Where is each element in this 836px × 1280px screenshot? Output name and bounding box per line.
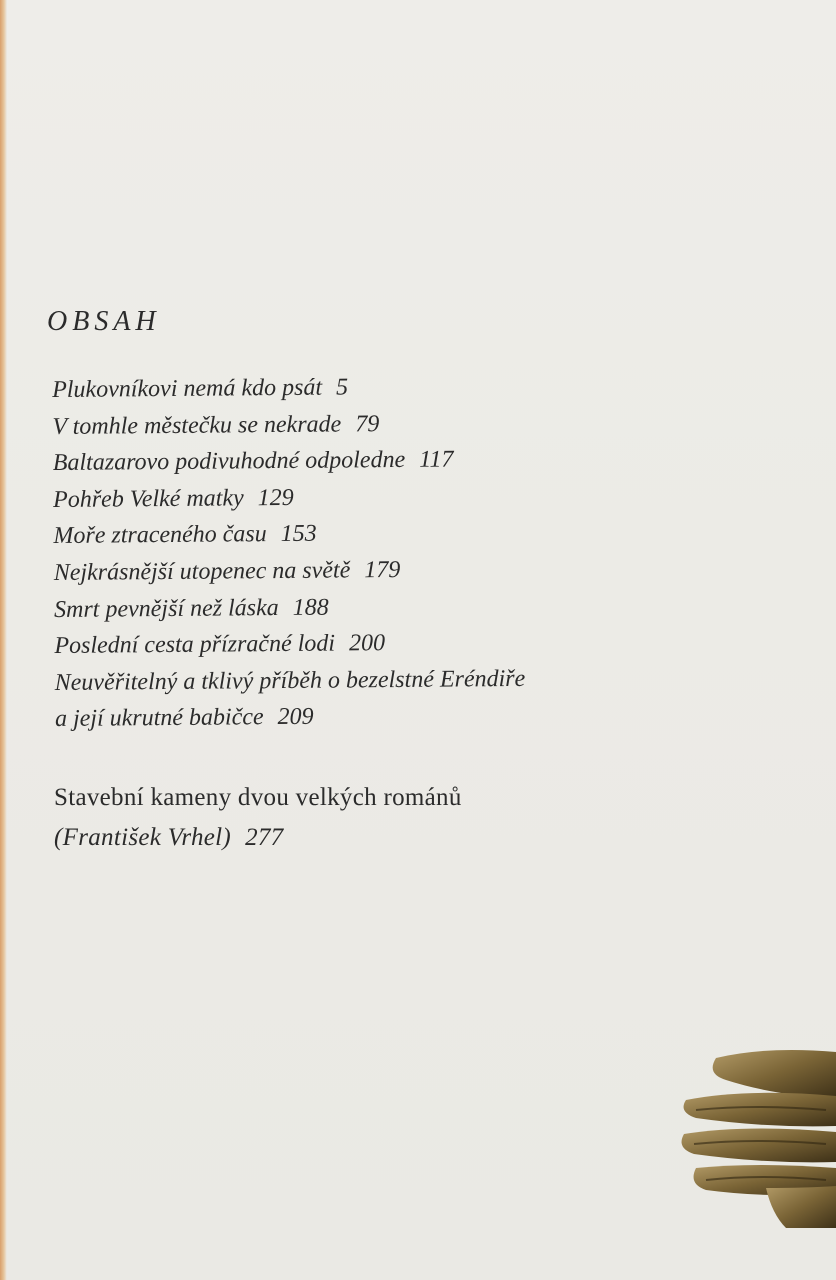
toc-entry-page: 5 <box>335 374 349 401</box>
toc-entry-page: 153 <box>280 521 317 548</box>
toc-entry-page: 200 <box>348 630 386 657</box>
toc-entry <box>52 366 732 409</box>
toc-entry-page: 79 <box>355 410 380 437</box>
toc-entry-page: 209 <box>277 704 314 731</box>
toc-entry-title: Smrt pevnější než láska <box>53 594 279 623</box>
toc-entry <box>54 586 734 629</box>
afterword-page: 277 <box>245 824 284 851</box>
toc-entry-page: 117 <box>419 446 454 473</box>
toc-entry-page: 129 <box>257 484 294 511</box>
toc-entry <box>55 695 735 738</box>
toc-entry <box>54 549 734 592</box>
toc-entry-title: Moře ztraceného času <box>53 521 267 550</box>
toc-entry-title: Pohřeb Velké matky <box>53 485 244 513</box>
toc-entry-title: Neuvěřitelný a tklivý příběh o bezelstné Eréndiře <box>54 665 526 696</box>
toc-entry-title: a její ukrutné babičce <box>54 704 264 733</box>
toc-entry <box>52 403 732 446</box>
toc-entry-title: Baltazarovo podivuhodné odpoledne <box>52 447 406 477</box>
table-of-contents <box>52 366 735 738</box>
toc-entry <box>53 439 733 482</box>
afterword-entry <box>54 778 734 858</box>
toc-entry <box>55 659 735 702</box>
toc-entry <box>54 622 734 665</box>
toc-entry-title: Nejkrásnější utopenec na světě <box>53 557 351 586</box>
toc-entry-title: Poslední cesta přízračné lodi <box>54 630 336 660</box>
toc-entry-title: V tomhle městečku se nekrade <box>52 411 342 440</box>
afterword-title: Stavební kameny dvou velkých románů <box>54 784 462 811</box>
afterword-author: (František Vrhel) <box>54 824 232 851</box>
toc-entry <box>53 512 733 555</box>
page-edge <box>0 0 7 1280</box>
toc-entry <box>53 476 733 519</box>
brass-hand-page-holder-icon <box>676 1038 836 1228</box>
toc-entry-page: 188 <box>292 594 329 621</box>
toc-entry-title: Plukovníkovi nemá kdo psát <box>52 374 323 403</box>
contents-heading: OBSAH <box>47 306 161 337</box>
toc-entry-page: 179 <box>364 556 401 584</box>
